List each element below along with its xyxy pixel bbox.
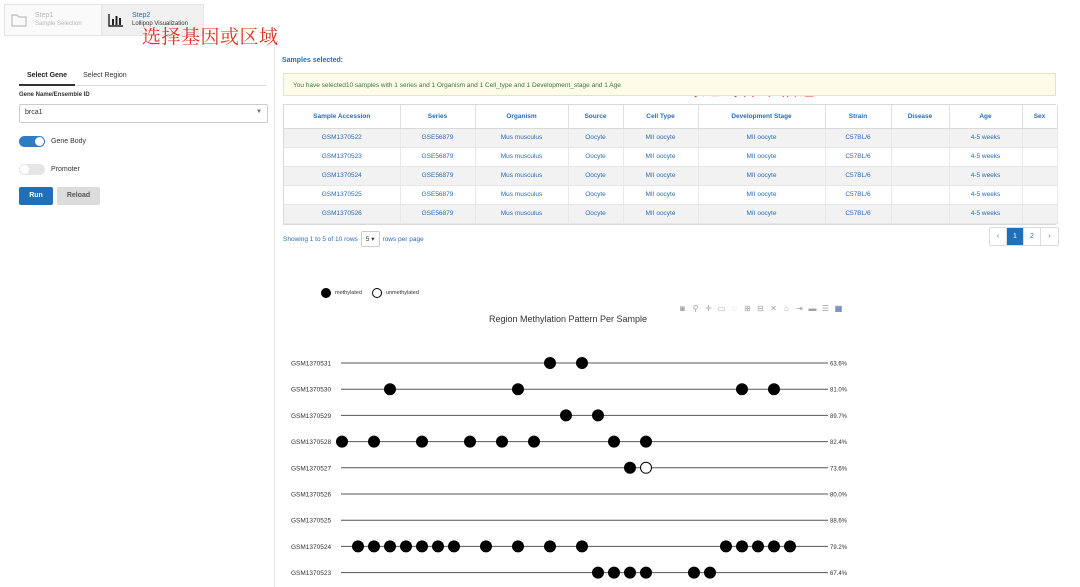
column-header[interactable]: Cell Type xyxy=(623,105,698,128)
methylated-site xyxy=(337,436,348,447)
zoom-in-icon[interactable]: ⊞ xyxy=(744,304,751,313)
table-cell: C57BL/6 xyxy=(825,166,891,185)
zoom-out-icon[interactable]: ⊟ xyxy=(757,304,764,313)
table-cell: GSM1370524 xyxy=(284,166,400,185)
table-cell: 4-5 weeks xyxy=(949,185,1022,204)
autoscale-icon[interactable]: ✕ xyxy=(770,304,777,313)
table-cell: Mus musculus xyxy=(475,185,568,204)
methylated-site xyxy=(513,541,524,552)
chart-title: Region Methylation Pattern Per Sample xyxy=(488,314,648,324)
selection-tabs xyxy=(19,68,267,86)
hover-compare-icon[interactable]: ☰ xyxy=(821,304,830,313)
step-1[interactable] xyxy=(5,5,101,35)
methylated-site xyxy=(785,541,796,552)
table-cell: C57BL/6 xyxy=(825,185,891,204)
methylated-marker xyxy=(321,288,331,298)
methylated-site xyxy=(753,541,764,552)
table-cell: GSE56879 xyxy=(400,185,475,204)
methylated-site xyxy=(513,384,524,395)
table-cell xyxy=(891,166,949,185)
table-cell: MII oocyte xyxy=(623,147,698,166)
promoter-row xyxy=(19,164,80,175)
showing-text: Showing 1 to 5 of 10 rows xyxy=(283,235,358,243)
methylated-site xyxy=(625,462,636,473)
table-cell: GSE56879 xyxy=(400,166,475,185)
methylation-percent-label: 79.2% xyxy=(830,544,848,551)
samples-title: Samples selected: xyxy=(282,57,344,64)
spike-icon[interactable]: ⇥ xyxy=(796,304,803,313)
chart-legend xyxy=(321,288,419,298)
column-header[interactable]: Development Stage xyxy=(698,105,825,128)
unmethylated-site xyxy=(641,462,652,473)
methylated-site xyxy=(481,541,492,552)
column-header[interactable]: Age xyxy=(949,105,1022,128)
table-row[interactable] xyxy=(284,204,1057,223)
column-header[interactable]: Sex xyxy=(1022,105,1057,128)
pager-page-1[interactable]: 1 xyxy=(1007,228,1024,245)
table-cell xyxy=(891,128,949,147)
methylated-site xyxy=(577,541,588,552)
methylated-site xyxy=(545,358,556,369)
table-cell: GSE56879 xyxy=(400,147,475,166)
table-cell: C57BL/6 xyxy=(825,147,891,166)
methylated-site xyxy=(545,541,556,552)
sample-label: GSM1370526 xyxy=(291,491,332,499)
table-cell: GSM1370525 xyxy=(284,185,400,204)
pagination-info xyxy=(283,231,424,247)
table-cell: Oocyte xyxy=(568,147,623,166)
table-cell: MII oocyte xyxy=(623,166,698,185)
table-cell: Oocyte xyxy=(568,204,623,223)
gene-body-toggle[interactable] xyxy=(19,136,45,147)
methylated-site xyxy=(593,410,604,421)
table-cell xyxy=(1022,128,1057,147)
methylated-site xyxy=(721,541,732,552)
table-cell: MII oocyte xyxy=(698,147,825,166)
tab-select-region[interactable]: Select Region xyxy=(83,72,127,79)
box-select-icon[interactable]: ▭ xyxy=(717,304,726,313)
lollipop-chart xyxy=(283,348,853,587)
column-header[interactable]: Strain xyxy=(825,105,891,128)
column-header[interactable]: Organism xyxy=(475,105,568,128)
table-cell xyxy=(891,204,949,223)
sample-label: GSM1370524 xyxy=(291,543,332,551)
methylated-site xyxy=(353,541,364,552)
methylated-site xyxy=(449,541,460,552)
methylated-site xyxy=(737,384,748,395)
lasso-icon[interactable]: ◌ xyxy=(732,304,737,313)
table-cell: 4-5 weeks xyxy=(949,166,1022,185)
table-row[interactable] xyxy=(284,185,1057,204)
methylation-percent-label: 82.4% xyxy=(830,440,848,447)
methylated-site xyxy=(609,567,620,578)
plotly-logo-icon[interactable]: ▦ xyxy=(834,304,843,313)
table-cell: C57BL/6 xyxy=(825,128,891,147)
gene-body-label: Gene Body xyxy=(51,138,87,145)
sample-label: GSM1370529 xyxy=(291,412,332,420)
table-cell: GSM1370522 xyxy=(284,128,400,147)
legend-methylated-label: methylated xyxy=(335,290,362,296)
table-row[interactable] xyxy=(284,166,1057,185)
methylated-site xyxy=(385,384,396,395)
table-cell: MII oocyte xyxy=(623,204,698,223)
table-cell xyxy=(1022,147,1057,166)
page-size-suffix: rows per page xyxy=(382,235,424,243)
table-cell: MII oocyte xyxy=(698,128,825,147)
table-cell: GSM1370526 xyxy=(284,204,400,223)
methylated-site xyxy=(641,567,652,578)
gene-field-label: Gene Name/Ensemble ID xyxy=(19,92,90,98)
bar-chart-icon xyxy=(108,13,124,27)
table-cell: GSE56879 xyxy=(400,128,475,147)
methylated-site xyxy=(401,541,412,552)
methylated-site xyxy=(625,567,636,578)
table-cell: Mus musculus xyxy=(475,147,568,166)
gene-select-value: brca1 xyxy=(25,109,43,116)
sidebar-panel xyxy=(0,40,275,587)
step-2-title: Step2 xyxy=(132,12,151,19)
gene-select[interactable] xyxy=(19,104,268,123)
table-cell: MII oocyte xyxy=(698,185,825,204)
methylated-site xyxy=(433,541,444,552)
column-header[interactable]: Sample Accession xyxy=(284,105,400,128)
methylation-percent-label: 88.6% xyxy=(830,518,848,525)
pager-page-2[interactable]: 2 xyxy=(1024,228,1041,245)
table-cell: C57BL/6 xyxy=(825,204,891,223)
pager xyxy=(989,227,1059,246)
pager-next[interactable]: › xyxy=(1048,233,1051,240)
methylated-site xyxy=(769,541,780,552)
methylated-site xyxy=(465,436,476,447)
annotation-select-gene-region: 选择基因或区域 xyxy=(142,26,279,48)
folder-icon xyxy=(11,13,27,27)
methylated-site xyxy=(417,436,428,447)
methylated-site xyxy=(369,436,380,447)
reload-button[interactable]: Reload xyxy=(57,187,100,205)
table-cell: MII oocyte xyxy=(698,166,825,185)
unmethylated-marker xyxy=(372,288,382,298)
table-cell: GSM1370523 xyxy=(284,147,400,166)
sample-label: GSM1370531 xyxy=(291,360,332,368)
table-cell: GSE56879 xyxy=(400,204,475,223)
methylated-site xyxy=(577,358,588,369)
samples-table xyxy=(283,104,1056,225)
chevron-down-icon: ▼ xyxy=(256,109,262,115)
sample-label: GSM1370523 xyxy=(291,570,332,578)
methylated-site xyxy=(369,541,380,552)
step-2-subtitle: Lollipop Visualization xyxy=(132,21,188,27)
methylated-site xyxy=(561,410,572,421)
table-cell: MII oocyte xyxy=(698,204,825,223)
column-header[interactable]: Disease xyxy=(891,105,949,128)
column-header[interactable]: Series xyxy=(400,105,475,128)
methylated-site xyxy=(689,567,700,578)
table-cell xyxy=(1022,166,1057,185)
gene-body-row xyxy=(19,136,86,147)
methylated-site xyxy=(385,541,396,552)
methylation-percent-label: 81.0% xyxy=(830,387,848,394)
methylated-site xyxy=(641,436,652,447)
column-header[interactable]: Source xyxy=(568,105,623,128)
sample-label: GSM1370525 xyxy=(291,517,332,525)
table-cell: Mus musculus xyxy=(475,204,568,223)
home-icon[interactable]: ⌂ xyxy=(784,304,789,313)
methylated-site xyxy=(497,436,508,447)
table-cell xyxy=(891,185,949,204)
table-cell xyxy=(1022,204,1057,223)
table-row[interactable] xyxy=(284,128,1057,147)
zoom-icon[interactable]: ⚲ xyxy=(692,304,699,313)
table-cell: Oocyte xyxy=(568,128,623,147)
table-cell: Oocyte xyxy=(568,185,623,204)
sample-label: GSM1370528 xyxy=(291,439,332,447)
methylated-site xyxy=(593,567,604,578)
hover-closest-icon[interactable]: ▬ xyxy=(808,304,817,313)
table-row[interactable] xyxy=(284,147,1057,166)
table-cell: Oocyte xyxy=(568,166,623,185)
table-cell: Mus musculus xyxy=(475,128,568,147)
table-cell: 4-5 weeks xyxy=(949,128,1022,147)
tab-select-gene[interactable]: Select Gene xyxy=(19,68,75,86)
methylation-percent-label: 89.7% xyxy=(830,413,848,420)
legend-unmethylated-label: unmethylated xyxy=(385,290,419,296)
methylated-site xyxy=(737,541,748,552)
table-cell xyxy=(891,147,949,166)
camera-icon[interactable]: ◙ xyxy=(680,304,685,313)
methylation-percent-label: 73.6% xyxy=(830,466,848,473)
selection-summary-alert: You have selected10 samples with 1 series and 1 Organism and 1 Cell_type and 1 Development_stage and 1 Age xyxy=(283,73,1056,96)
step-1-title: Step1 xyxy=(35,12,54,19)
step-1-subtitle: Sample Selection xyxy=(35,21,82,27)
table-cell: 4-5 weeks xyxy=(949,204,1022,223)
pan-icon[interactable]: ✛ xyxy=(705,304,712,313)
methylated-site xyxy=(529,436,540,447)
table-cell: MII oocyte xyxy=(623,128,698,147)
pager-prev[interactable]: ‹ xyxy=(990,228,1007,245)
methylation-percent-label: 80.0% xyxy=(830,492,848,499)
methylated-site xyxy=(417,541,428,552)
table-cell xyxy=(1022,185,1057,204)
table-cell: 4-5 weeks xyxy=(949,147,1022,166)
methylated-site xyxy=(609,436,620,447)
table-header-row xyxy=(284,105,1057,128)
methylated-site xyxy=(769,384,780,395)
sample-label: GSM1370530 xyxy=(291,386,332,394)
sample-label: GSM1370527 xyxy=(291,465,332,473)
methylated-site xyxy=(705,567,716,578)
promoter-label: Promoter xyxy=(51,166,80,173)
table-cell: Mus musculus xyxy=(475,166,568,185)
page-size-select[interactable]: 5 ▾ xyxy=(361,231,380,247)
methylation-percent-label: 67.4% xyxy=(830,571,848,578)
promoter-toggle[interactable] xyxy=(19,164,45,175)
table-body xyxy=(284,128,1057,223)
run-button[interactable]: Run xyxy=(19,187,53,205)
chart-toolbar xyxy=(678,304,843,313)
methylation-percent-label: 63.6% xyxy=(830,361,848,368)
table-cell: MII oocyte xyxy=(623,185,698,204)
